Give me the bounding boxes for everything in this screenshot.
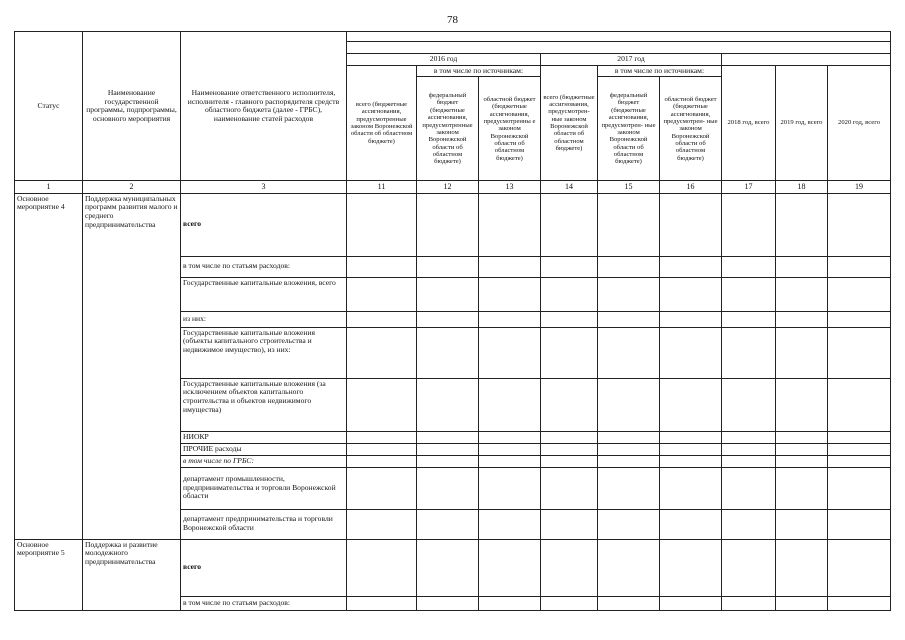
header-second-blank [347,42,891,54]
col-number: 2 [83,181,181,193]
table-row [15,539,891,596]
row-label: департамент предпринимательства и торговли Воронежской области [181,509,347,539]
row-label: Государственные капитальные вложения (за исключением объектов капитального строительства и объектов недвижимого имущества) [181,378,347,431]
header-regional-2016: областной бюджет (бюджетные ассигнования, предусмотренны е законом Воронежской области об областном бюджете) [479,77,541,181]
program-name-cell: Поддержка и развитие молодежного предпринимательства [83,539,181,610]
header-program-name: Наименование государственной программы, подпрограммы, основного мероприятия [83,32,181,181]
col-number: 14 [541,181,598,193]
row-label: из них: [181,311,347,327]
header-sources-2017: в том числе по источникам: [598,65,722,77]
col-number: 11 [347,181,417,193]
header-2018: 2018 год, всего [722,65,776,181]
budget-table [14,31,891,611]
header-regional-2017: областной бюджет (бюджетные ассигнования, предусмотрен- ные законом Воронежской области об областном бюджете) [660,77,722,181]
header-2020: 2020 год, всего [828,65,891,181]
status-cell: Основное мероприятие 4 [15,193,83,539]
header-status: Статус [15,32,83,181]
col-number: 18 [776,181,828,193]
header-executor: Наименование ответственного исполнителя, исполнителя - главного распорядителя средств областного бюджета (далее - ГРБС), наименование статей расходов [181,32,347,181]
header-year-2017: 2017 год [541,54,722,66]
page-number: 78 [447,14,458,26]
col-number: 13 [479,181,541,193]
col-number: 15 [598,181,660,193]
header-year-blank [722,54,891,66]
row-label: в том числе по ГРБС: [181,455,347,467]
row-label: Государственные капитальные вложения (объекты капитального строительства и недвижимое имущество), из них: [181,327,347,378]
col-number: 12 [417,181,479,193]
header-top-blank [347,32,891,42]
col-number: 1 [15,181,83,193]
row-label: всего [181,539,347,596]
row-label: в том числе по статьям расходов: [181,256,347,277]
row-label: всего [181,193,347,256]
status-cell: Основное мероприятие 5 [15,539,83,610]
header-sources-2016: в том числе по источникам: [417,65,541,77]
row-label: департамент промышленности, предпринимательства и торговли Воронежской области [181,467,347,509]
table-row [15,193,891,256]
header-2019: 2019 год, всего [776,65,828,181]
row-label: НИОКР [181,431,347,443]
header-federal-2017: федеральный бюджет (бюджетные ассигнования, предусмотрен- ные законом Воронежской области об областном бюджете) [598,77,660,181]
header-total-2017: всего (бюджетные ассигнования, предусмотрен- ные законом Воронежской области об областном бюджете) [541,65,598,181]
row-label: в том числе по статьям расходов: [181,596,347,610]
header-federal-2016: федеральный бюджет (бюджетные ассигнования, предусмотренные законом Воронежской области об областном бюджете) [417,77,479,181]
col-number: 3 [181,181,347,193]
row-label: ПРОЧИЕ расходы [181,443,347,455]
col-number: 17 [722,181,776,193]
col-number: 19 [828,181,891,193]
col-number: 16 [660,181,722,193]
header-total-2016: всего (бюджетные ассигнования, предусмотренные законом Воронежской области об областном бюджете) [347,65,417,181]
header-year-2016: 2016 год [347,54,541,66]
row-label: Государственные капитальные вложения, всего [181,277,347,311]
column-number-row [15,181,891,193]
program-name-cell: Поддержка муниципальных программ развития малого и среднего предпринимательства [83,193,181,539]
